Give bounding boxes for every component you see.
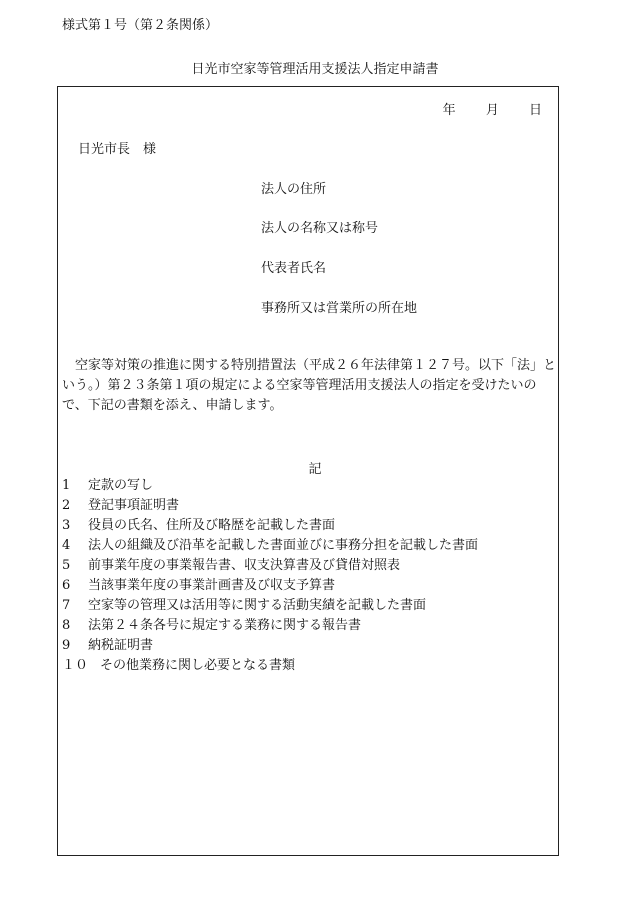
list-item: [62, 516, 478, 536]
list-item-number: 5: [62, 558, 71, 573]
list-item-text: その他業務に関し必要となる書類: [100, 658, 296, 673]
application-body-text: 空家等対策の推進に関する特別措置法（平成２６年法律第１２７号。以下「法」という。）第２３条第１項の規定による空家等管理活用支援法人の指定を受けたいので、下記の書類を添え、申請します。: [62, 358, 557, 413]
list-item-number: 7: [62, 598, 71, 613]
list-item: [62, 656, 478, 676]
list-item: [62, 536, 478, 556]
list-item: [62, 616, 478, 636]
date-month-label: 月: [485, 103, 499, 118]
list-item-text: 登記事項証明書: [88, 498, 180, 513]
ki-heading: 記: [308, 462, 322, 477]
applicant-name-label: 法人の名称又は称号: [261, 221, 379, 236]
list-item-number: 2: [62, 498, 71, 513]
form-number-label: 様式第１号（第２条関係）: [62, 18, 219, 33]
applicant-office-label: 事務所又は営業所の所在地: [261, 301, 418, 316]
list-item-text: 前事業年度の事業報告書、収支決算書及び貸借対照表: [88, 558, 401, 573]
list-item-number: 6: [62, 578, 71, 593]
date-row: [417, 99, 542, 118]
list-item-number: 9: [62, 638, 71, 653]
list-item-number: 3: [62, 518, 71, 533]
list-item-text: 当該事業年度の事業計画書及び収支予算書: [88, 578, 336, 593]
list-item: [62, 556, 478, 576]
list-item-number: １０: [62, 658, 89, 673]
applicant-representative-label: 代表者氏名: [261, 261, 327, 276]
date-day-label: 日: [528, 103, 542, 118]
list-item-text: 役員の氏名、住所及び略歴を記載した書面: [88, 518, 336, 533]
attached-documents-list: [62, 476, 478, 676]
list-item-number: 4: [62, 538, 71, 553]
list-item-text: 法人の組織及び沿革を記載した書面並びに事務分担を記載した書面: [88, 538, 479, 553]
list-item-text: 空家等の管理又は活用等に関する活動実績を記載した書面: [88, 598, 427, 613]
date-year-label: 年: [442, 103, 456, 118]
list-item: [62, 476, 478, 496]
list-item-text: 定款の写し: [88, 478, 154, 493]
list-item-number: 8: [62, 618, 71, 633]
list-item-text: 納税証明書: [88, 638, 154, 653]
addressee: 日光市長 様: [78, 142, 157, 157]
applicant-address-label: 法人の住所: [261, 182, 327, 197]
list-item-text: 法第２４条各号に規定する業務に関する報告書: [88, 618, 362, 633]
document-title: 日光市空家等管理活用支援法人指定申請書: [191, 62, 439, 77]
list-item: [62, 496, 478, 516]
list-item: [62, 596, 478, 616]
list-item: [62, 576, 478, 596]
list-item: [62, 636, 478, 656]
list-item-number: 1: [62, 478, 71, 493]
